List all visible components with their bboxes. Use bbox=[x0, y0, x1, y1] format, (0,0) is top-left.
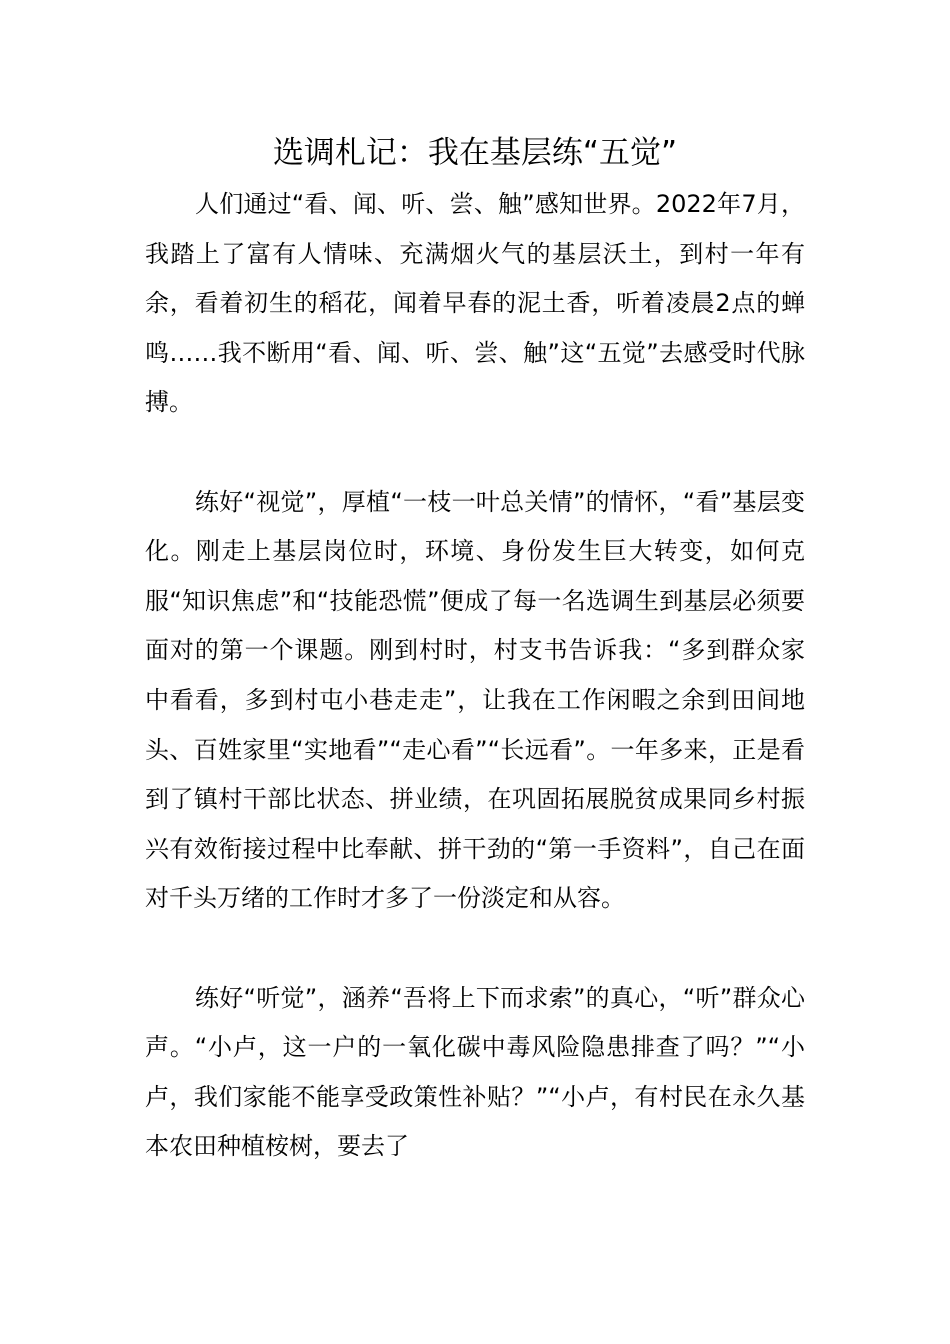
document-title: 选调札记：我在基层练“五觉” bbox=[272, 135, 678, 171]
document-body bbox=[145, 180, 805, 1172]
paragraph-hearing: 练好“听觉”，涵养“吾将上下而求索”的真心，“听”群众心声。“小卢，这一户的一氧化碳中毒风险隐患排查了吗？”“小卢，我们家能不能享受政策性补贴？”“小卢，有村民在永久基本农田种植桉树，要去了 bbox=[145, 983, 805, 1161]
paragraph-intro: 人们通过“看、闻、听、尝、触”感知世界。2022年7月，我踏上了富有人情味、充满烟火气的基层沃土，到村一年有余，看着初生的稻花，闻着早春的泥土香，听着凌晨2点的蝉鸣……我不断用“看、闻、听、尝、触”这“五觉”去感受时代脉搏。 bbox=[145, 190, 805, 417]
paragraph-vision: 练好“视觉”，厚植“一枝一叶总关情”的情怀，“看”基层变化。刚走上基层岗位时，环境、身份发生巨大转变，如何克服“知识焦虑”和“技能恐慌”便成了每一名选调生到基层必须要面对的第一个课题。刚到村时，村支书告诉我：“多到群众家中看看，多到村屯小巷走走”，让我在工作闲暇之余到田间地头、百姓家里“实地看”“走心看”“长远看”。一年多来，正是看到了镇村干部比状态、拼业绩，在巩固拓展脱贫成果同乡村振兴有效衔接过程中比奉献、拼干劲的“第一手资料”，自己在面对千头万绪的工作时才多了一份淡定和从容。 bbox=[145, 487, 805, 913]
